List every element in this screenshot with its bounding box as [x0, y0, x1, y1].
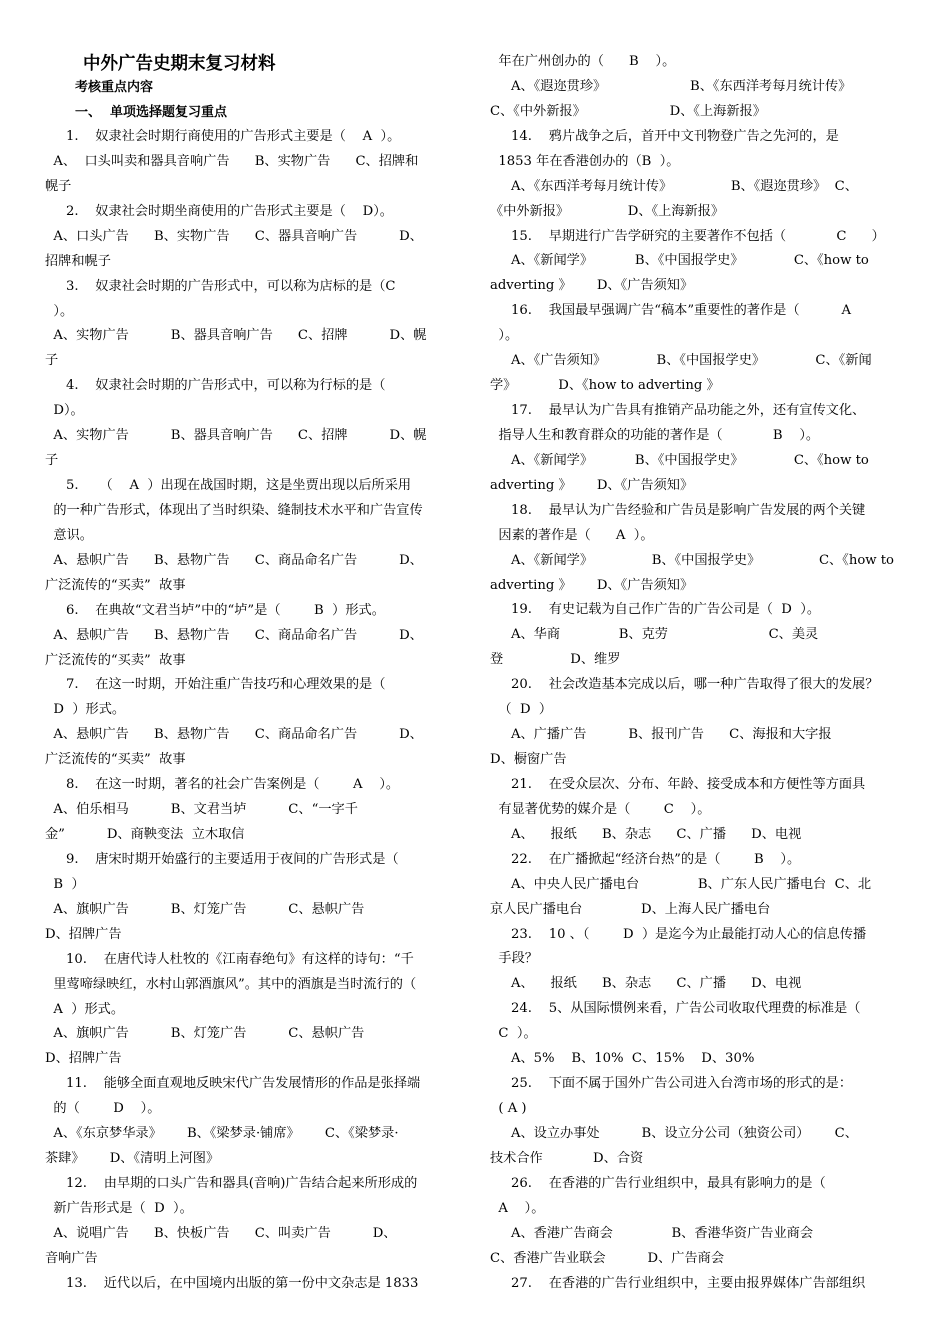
text-line: 21. 在受众层次、分布、年龄、接受成本和方便性等方面具	[490, 776, 866, 792]
text-line: A、《新闻学》 B、《中国报学史》 C、《how to	[490, 253, 869, 269]
text-line: A、 报纸 B、杂志 C、广播 D、电视	[490, 976, 802, 992]
text-line: 年在广州创办的（ B ）。	[490, 54, 676, 69]
text-line: B ）	[45, 876, 85, 892]
text-line: 8. 在这一时期，著名的社会广告案例是（ A ）。	[45, 777, 400, 793]
text-line: 20. 社会改造基本完成以后，哪一种广告取得了很大的发展？	[490, 677, 879, 693]
text-line: A、中央人民广播电台 B、广东人民广播电台 C、北	[490, 876, 872, 892]
text-line: C ）。	[490, 1026, 537, 1042]
text-line: 9. 唐宋时期开始盛行的主要适用于夜间的广告形式是（	[45, 851, 399, 867]
text-line: A、 报纸 B、杂志 C、广播 D、电视	[490, 826, 802, 842]
document-title: 中外广告史期末复习材料	[83, 54, 276, 74]
text-line: （ D ）	[490, 702, 553, 718]
text-line: 技术合作 D、合资	[490, 1150, 644, 1166]
text-line: ）。	[45, 303, 74, 319]
text-line: 子	[45, 453, 59, 469]
text-line: 6. 在典故“文君当垆”中的“垆”是（ B ）形式。	[45, 602, 385, 618]
text-line: A、《新闻学》 B、《中国报学史》 C、《how to	[490, 452, 869, 468]
text-line: ）。	[490, 328, 519, 344]
text-line: A、实物广告 B、器具音响广告 C、招牌 D、幌	[45, 428, 427, 444]
text-line: 5. （ A ）出现在战国时期，这是坐贾出现以后所采用	[45, 478, 412, 494]
text-line: 意识。	[45, 527, 93, 543]
text-line: 京人民广播电台 D、上海人民广播电台	[490, 901, 771, 917]
text-line: 幌子	[45, 178, 72, 194]
text-line: A、悬帜广告 B、悬物广告 C、商品命名广告 D、	[45, 627, 423, 643]
text-line: A、《东京梦华录》 B、《梁梦录·铺席》 C、《梁梦录·	[45, 1126, 399, 1142]
text-line: 有显著优势的媒介是（ C ）。	[490, 801, 711, 817]
text-line: 广泛流传的“买卖” 故事	[45, 577, 186, 593]
text-line: 广泛流传的“买卖” 故事	[45, 652, 186, 668]
text-line: 10. 在唐代诗人杜牧的《江南春绝句》有这样的诗句：“千	[45, 951, 414, 967]
text-line: C、《中外新报》 D、《上海新报》	[490, 103, 766, 119]
text-line: 1853 年在香港创办的（B ）。	[490, 153, 680, 169]
text-line: 24. 5、从国际惯例来看，广告公司收取代理费的标准是（	[490, 1001, 861, 1017]
text-line: 23. 10 、（ D ）是迄今为止最能打动人心的信息传播	[490, 926, 867, 942]
text-line: 25. 下面不属于国外广告公司进入台湾市场的形式的是：	[490, 1076, 853, 1092]
text-line: A、实物广告 B、器具音响广告 C、招牌 D、幌	[45, 328, 427, 344]
text-line: A、旗帜广告 B、灯笼广告 C、悬帜广告	[45, 901, 365, 917]
text-line: 27. 在香港的广告行业组织中，主要由报界媒体广告部组织	[490, 1275, 866, 1291]
text-line: 3. 奴隶社会时期的广告形式中，可以称为店标的是（C	[45, 278, 396, 294]
text-line: A、5% B、10% C、15% D、30%	[490, 1051, 755, 1067]
text-line: A、香港广告商会 B、香港华资广告业商会	[490, 1225, 814, 1241]
text-line: A、悬帜广告 B、悬物广告 C、商品命名广告 D、	[45, 727, 423, 743]
text-line: 12. 由早期的口头广告和器具(音响)广告结合起来所形成的	[45, 1176, 418, 1192]
text-line: A、《东西洋考每月统计传》 B、《遐迩贯珍》 C、	[490, 178, 858, 194]
text-line: 17. 最早认为广告具有推销产品功能之外，还有宣传文化、	[490, 403, 866, 419]
text-line: adverting 》 D、《广告须知》	[490, 477, 694, 493]
text-line: 登 D、维罗	[490, 652, 621, 668]
text-line: 2. 奴隶社会时期坐商使用的广告形式主要是（ D）。	[45, 203, 393, 219]
text-line: 因素的著作是（ A ）。	[490, 527, 654, 543]
section-heading: 一、 单项选择题复习重点	[75, 105, 228, 120]
text-line: A、《新闻学》 B、《中国报学史》 C、《how to	[490, 552, 894, 568]
text-line: A、广播广告 B、报刊广告 C、海报和大字报	[490, 727, 832, 743]
text-line: 广泛流传的“买卖” 故事	[45, 752, 186, 768]
text-line: A、《遐迩贯珍》 B、《东西洋考每月统计传》	[490, 78, 852, 94]
text-line: 金” D、商鞅变法 立木取信	[45, 827, 245, 843]
text-line: 《中外新报》 D、《上海新报》	[490, 203, 725, 219]
text-line: 11. 能够全面直观地反映宋代广告发展情形的作品是张择端	[45, 1076, 421, 1092]
text-line: D）。	[45, 403, 84, 419]
text-line: 15. 早期进行广告学研究的主要著作不包括（ C ）	[490, 228, 885, 244]
text-line: 手段？	[490, 951, 538, 967]
text-line: A、口头广告 B、实物广告 C、器具音响广告 D、	[45, 228, 423, 244]
text-line: A、旗帜广告 B、灯笼广告 C、悬帜广告	[45, 1026, 365, 1042]
text-line: 音响广告	[45, 1250, 98, 1266]
text-line: D ）形式。	[45, 702, 126, 718]
text-line: A、 口头叫卖和器具音响广告 B、实物广告 C、招牌和	[45, 153, 419, 169]
text-line: 22. 在广播掀起“经济台热”的是（ B ）。	[490, 851, 801, 867]
text-line: A、《广告须知》 B、《中国报学史》 C、《新闻	[490, 353, 872, 369]
text-line: A ）。	[490, 1200, 545, 1216]
text-line: 14. 鸦片战争之后，首开中文刊物登广告之先河的，是	[490, 128, 839, 144]
text-line: 茶肆》 D、《清明上河图》	[45, 1151, 220, 1167]
text-line: 的一种广告形式，体现出了当时织染、缝制技术水平和广告宣传	[45, 502, 423, 518]
text-line: 4. 奴隶社会时期的广告形式中，可以称为行标的是（	[45, 378, 386, 394]
text-line: 19. 有史记载为自己作广告的广告公司是（ D ）。	[490, 602, 821, 618]
text-line: 的（ D ）。	[45, 1101, 161, 1117]
text-line: 18. 最早认为广告经验和广告员是影响广告发展的两个关键	[490, 502, 866, 518]
text-line: 学》 D、《how to adverting 》	[490, 378, 720, 394]
text-line: 13. 近代以后，在中国境内出版的第一份中文杂志是 1833	[45, 1275, 419, 1291]
text-line: A、悬帜广告 B、悬物广告 C、商品命名广告 D、	[45, 552, 423, 568]
text-line: adverting 》 D、《广告须知》	[490, 278, 694, 294]
text-line: A、说唱广告 B、快板广告 C、叫卖广告 D、	[45, 1225, 397, 1241]
document-subtitle: 考核重点内容	[75, 80, 154, 95]
text-line: adverting 》 D、《广告须知》	[490, 577, 694, 593]
text-line: 子	[45, 353, 59, 369]
text-line: 新广告形式是（ D ）。	[45, 1200, 193, 1216]
text-line: 26. 在香港的广告行业组织中，最具有影响力的是（	[490, 1175, 826, 1191]
text-line: 16. 我国最早强调广告“稿本”重要性的著作是（ A	[490, 303, 851, 319]
text-line: D、招牌广告	[45, 1051, 122, 1067]
text-line: D、招牌广告	[45, 926, 122, 942]
text-line: 指导人生和教育群众的功能的著作是（ B ）。	[490, 427, 820, 443]
text-line: 里莺啼绿映红，水村山郭酒旗风”。其中的酒旗是当时流行的（	[45, 976, 417, 992]
text-line: D、橱窗广告	[490, 752, 567, 768]
text-line: 招牌和幌子	[45, 253, 111, 269]
text-line: A ）形式。	[45, 1001, 125, 1017]
text-line: A、伯乐相马 B、文君当垆 C、“一字千	[45, 802, 358, 818]
text-line: 7. 在这一时期，开始注重广告技巧和心理效果的是（	[45, 677, 386, 693]
text-line: A、设立办事处 B、设立分公司（独资公司） C、	[490, 1125, 858, 1141]
text-line: C、香港广告业联会 D、广告商会	[490, 1250, 725, 1266]
text-line: ( A )	[490, 1101, 527, 1117]
text-line: A、华商 B、克劳 C、美灵	[490, 627, 819, 643]
text-line: 1. 奴隶社会时期行商使用的广告形式主要是（ A ）。	[45, 129, 401, 144]
